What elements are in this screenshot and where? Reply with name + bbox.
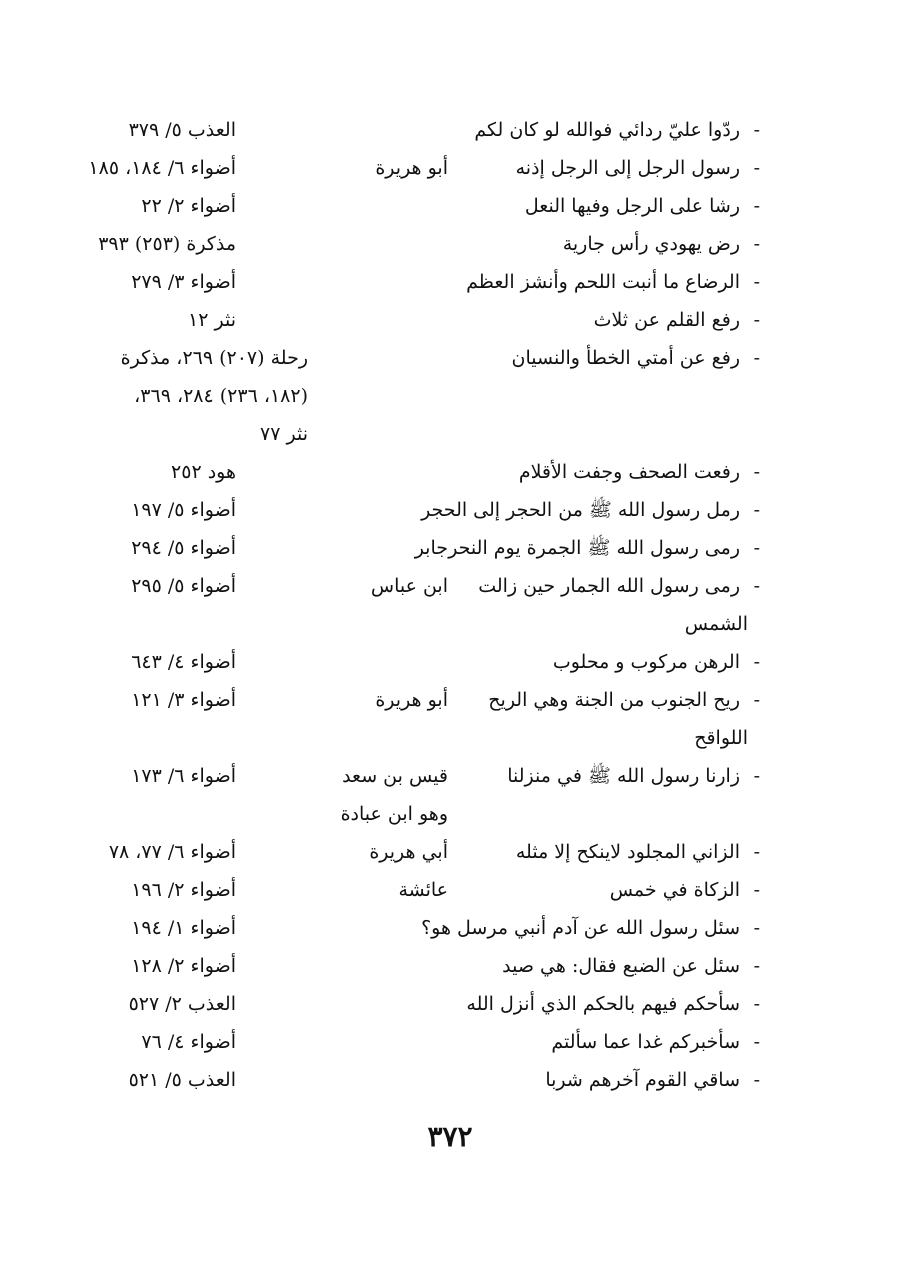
reference: أضواء ٤/ ٦٤٣ [131, 651, 236, 673]
entry-dash: - [753, 537, 760, 559]
hadith-text: سئل رسول الله عن آدم أنبي مرسل هو؟ [421, 917, 740, 939]
index-entry [0, 303, 900, 337]
reference: أضواء ٤/ ٧٦ [141, 1031, 236, 1053]
narrator-name-continuation: وهو ابن عبادة [340, 803, 448, 825]
hadith-text: زارنا رسول الله ﷺ في منزلنا [507, 765, 740, 787]
hadith-text-continuation: الشمس [684, 613, 748, 635]
narrator-name: أبي هريرة [369, 841, 448, 863]
hadith-text: سأحكم فيهم بالحكم الذي أنزل الله [466, 993, 740, 1015]
index-entry-continuation [0, 379, 900, 413]
entry-dash: - [753, 1069, 760, 1091]
hadith-text: الرهن مركوب و محلوب [552, 651, 740, 673]
index-entry [0, 873, 900, 907]
narrator-name: عائشة [398, 879, 448, 901]
hadith-text: سأخبركم غدا عما سألتم [551, 1031, 740, 1053]
hadith-text: رمل رسول الله ﷺ من الحجر إلى الحجر [421, 499, 740, 521]
entry-dash: - [753, 233, 760, 255]
index-entry [0, 645, 900, 679]
index-entry-continuation [0, 417, 900, 451]
entry-dash: - [753, 955, 760, 977]
narrator-name: قيس بن سعد [342, 765, 448, 787]
reference: رحلة (٢٠٧) ٢٦٩، مذكرة [120, 347, 308, 369]
hadith-text: رفع القلم عن ثلاث [593, 309, 740, 331]
index-entry [0, 227, 900, 261]
index-entry [0, 341, 900, 375]
hadith-text: رشا على الرجل وفيها النعل [524, 195, 740, 217]
reference: أضواء ٦/ ٧٧، ٧٨ [108, 841, 236, 863]
index-entry [0, 265, 900, 299]
hadith-text: رفعت الصحف وجفت الأقلام [518, 461, 740, 483]
entry-dash: - [753, 271, 760, 293]
reference: أضواء ٢/ ١٩٦ [131, 879, 236, 901]
entry-dash: - [753, 689, 760, 711]
hadith-text: ريح الجنوب من الجنة وهي الريح [488, 689, 740, 711]
entry-dash: - [753, 879, 760, 901]
reference: أضواء ٣/ ٢٧٩ [131, 271, 236, 293]
index-entry [0, 151, 900, 185]
index-entry [0, 493, 900, 527]
index-entry [0, 1063, 900, 1097]
entry-dash: - [753, 1031, 760, 1053]
entry-dash: - [753, 993, 760, 1015]
entry-dash: - [753, 765, 760, 787]
hadith-text: رمى رسول الله ﷺ الجمرة يوم النحر [448, 537, 740, 559]
reference: أضواء ٢/ ١٢٨ [131, 955, 236, 977]
hadith-text: الزاني المجلود لاينكح إلا مثله [515, 841, 740, 863]
narrator-name: جابر [414, 537, 448, 559]
narrator-name: أبو هريرة [375, 689, 448, 711]
page-number: ٣٧٢ [427, 1120, 473, 1153]
index-entry [0, 987, 900, 1021]
index-entry [0, 911, 900, 945]
hadith-text: رمى رسول الله الجمار حين زالت [478, 575, 740, 597]
reference: أضواء ١/ ١٩٤ [131, 917, 236, 939]
entry-dash: - [753, 309, 760, 331]
index-entry [0, 113, 900, 147]
entry-dash: - [753, 119, 760, 141]
hadith-text: رفع عن أمتي الخطأ والنسيان [511, 347, 740, 369]
hadith-text: الرضاع ما أنبت اللحم وأنشز العظم [466, 271, 740, 293]
reference: أضواء ٦/ ١٧٣ [131, 765, 236, 787]
reference: أضواء ٥/ ١٩٧ [131, 499, 236, 521]
entry-dash: - [753, 157, 760, 179]
index-entry [0, 531, 900, 565]
hadith-text: رض يهودي رأس جارية [562, 233, 740, 255]
entry-dash: - [753, 841, 760, 863]
index-entry [0, 835, 900, 869]
reference-continuation: (١٨٢، ٢٣٦) ٢٨٤، ٣٦٩، [134, 385, 308, 407]
narrator-name: أبو هريرة [375, 157, 448, 179]
reference-continuation: نثر ٧٧ [260, 423, 308, 445]
reference: مذكرة (٢٥٣) ٣٩٣ [98, 233, 236, 255]
reference: العذب ٢/ ٥٢٧ [128, 993, 236, 1015]
hadith-text: سئل عن الضبع فقال: هي صيد [502, 955, 740, 977]
hadith-text-continuation: اللواقح [694, 727, 748, 749]
index-entry-continuation [0, 721, 900, 755]
reference: أضواء ٦/ ١٨٤، ١٨٥ [88, 157, 236, 179]
entry-dash: - [753, 575, 760, 597]
hadith-text: ردّوا عليّ ردائي فوالله لو كان لكم [474, 119, 740, 141]
reference: هود ٢٥٢ [171, 461, 236, 483]
index-entry-continuation [0, 607, 900, 641]
entry-dash: - [753, 461, 760, 483]
entry-dash: - [753, 195, 760, 217]
hadith-text: رسول الرجل إلى الرجل إذنه [515, 157, 740, 179]
entry-dash: - [753, 651, 760, 673]
index-entry [0, 949, 900, 983]
entry-dash: - [753, 917, 760, 939]
index-entry [0, 759, 900, 793]
index-entry [0, 1025, 900, 1059]
entry-dash: - [753, 499, 760, 521]
index-entry-continuation [0, 797, 900, 831]
reference: العذب ٥/ ٥٢١ [128, 1069, 236, 1091]
index-entry [0, 683, 900, 717]
reference: العذب ٥/ ٣٧٩ [128, 119, 236, 141]
reference: أضواء ٣/ ١٢١ [131, 689, 236, 711]
narrator-name: ابن عباس [370, 575, 448, 597]
reference: أضواء ٥/ ٢٩٤ [131, 537, 236, 559]
hadith-text: الزكاة في خمس [609, 879, 740, 901]
reference: نثر ١٢ [188, 309, 236, 331]
reference: أضواء ٥/ ٢٩٥ [131, 575, 236, 597]
reference: أضواء ٢/ ٢٢ [141, 195, 236, 217]
index-entry [0, 569, 900, 603]
index-entry [0, 189, 900, 223]
hadith-text: ساقي القوم آخرهم شربا [545, 1069, 740, 1091]
entry-dash: - [753, 347, 760, 369]
index-entry [0, 455, 900, 489]
